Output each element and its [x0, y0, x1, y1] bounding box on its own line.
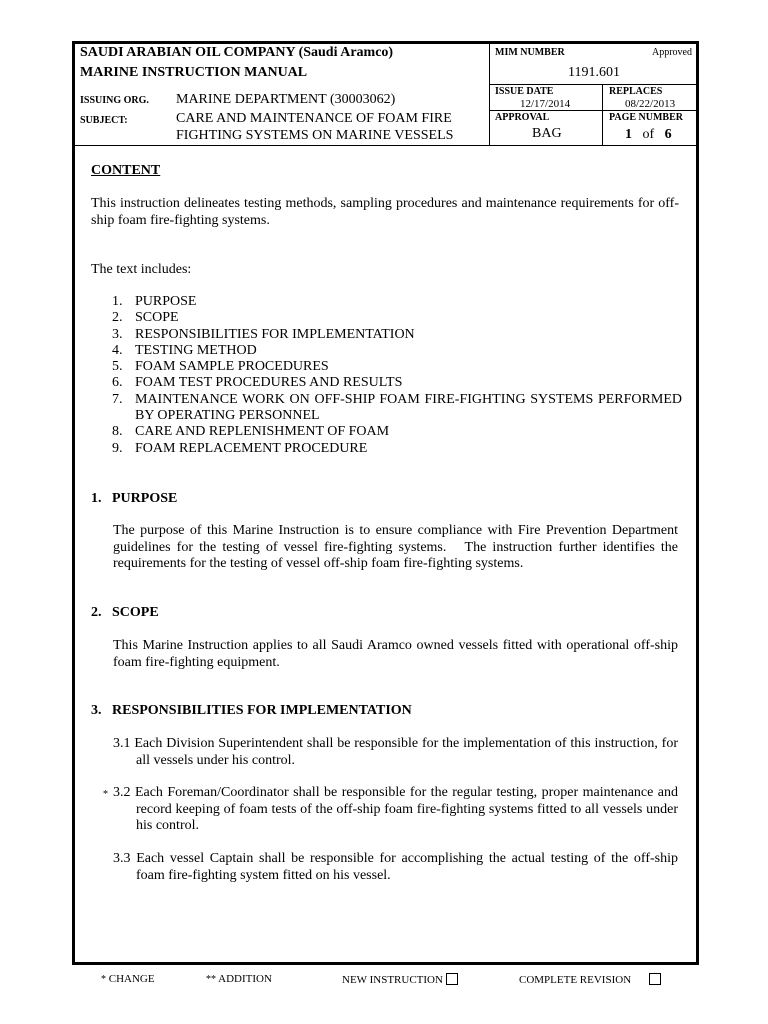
- list-item-text: PURPOSE: [135, 294, 197, 309]
- content-list: [112, 294, 682, 457]
- purpose-body: [113, 523, 682, 573]
- purpose-text: The purpose of this Marine Instruction is to ensure compliance with Fire Prevention Department guidelines for the testing of vessel fire-fighting systems. The instruction further identifies the requirements for the testing of vessel off-ship foam fire-fighting systems.: [113, 523, 682, 571]
- content-heading: CONTENT: [91, 163, 161, 178]
- list-item-number: 9.: [112, 440, 123, 456]
- list-item: [112, 441, 682, 457]
- list-item-text: RESPONSIBILITIES FOR IMPLEMENTATION: [135, 326, 415, 342]
- manual-title: MARINE INSTRUCTION MANUAL: [80, 65, 308, 80]
- responsibility-3-2: [113, 785, 678, 835]
- approval-label: APPROVAL: [495, 112, 550, 123]
- header-column-divider: [489, 43, 490, 145]
- responsibility-number: 3.3: [113, 851, 131, 866]
- header-row-divider: [489, 110, 697, 111]
- new-instruction-checkbox[interactable]: [446, 973, 458, 985]
- issuing-org-value: MARINE DEPARTMENT (30003062): [176, 92, 396, 107]
- list-item-text: FOAM REPLACEMENT PROCEDURE: [135, 440, 368, 456]
- list-item-text: MAINTENANCE WORK ON OFF-SHIP FOAM FIRE-FIGHTING SYSTEMS PERFORMED BY OPERATING PERSONNEL: [135, 391, 682, 424]
- list-item-text: TESTING METHOD: [135, 342, 257, 358]
- purpose-heading: 1. PURPOSE: [91, 491, 178, 506]
- page-of: of: [642, 127, 655, 142]
- company-name: SAUDI ARABIAN OIL COMPANY (Saudi Aramco): [80, 45, 394, 60]
- legend-new-instruction: [342, 973, 458, 986]
- list-item: [112, 375, 682, 391]
- list-item-number: 1.: [112, 294, 123, 309]
- list-item-text: CARE AND REPLENISHMENT OF FOAM: [135, 424, 390, 440]
- content-intro: [91, 196, 679, 229]
- list-item-number: 6.: [112, 375, 123, 391]
- list-item: [112, 327, 682, 343]
- approval-value: BAG: [532, 126, 562, 141]
- list-item: [112, 424, 682, 440]
- legend-addition-label: ADDITION: [218, 973, 272, 985]
- mim-number-label: MIM NUMBER: [495, 47, 565, 58]
- page-number: [625, 127, 672, 143]
- addition-star-icon: **: [206, 974, 216, 985]
- scope-text: This Marine Instruction applies to all Saudi Aramco owned vessels fitted with operational off-ship foam fire-fighting equipment.: [113, 638, 678, 670]
- subject-line-1: CARE AND MAINTENANCE OF FOAM FIRE: [176, 111, 452, 126]
- replaces-label: REPLACES: [609, 86, 663, 97]
- responsibility-number: 3.2: [113, 785, 131, 800]
- mim-number-value: 1191.601: [568, 65, 620, 80]
- list-item: [112, 294, 682, 310]
- approved-label: Approved: [652, 47, 692, 58]
- responsibility-3-3: [113, 851, 678, 884]
- page-current: 1: [625, 127, 632, 142]
- legend-addition: [206, 973, 272, 985]
- list-item-number: 5.: [112, 359, 123, 375]
- issue-date-label: ISSUE DATE: [495, 86, 554, 97]
- replaces-value: 08/22/2013: [625, 98, 676, 110]
- complete-revision-checkbox[interactable]: [649, 973, 661, 985]
- list-item-text: FOAM SAMPLE PROCEDURES: [135, 359, 329, 375]
- scope-body: [113, 638, 678, 671]
- legend-complete-revision: [519, 973, 661, 986]
- page-total: 6: [664, 127, 672, 142]
- responsibilities-heading: 3. RESPONSIBILITIES FOR IMPLEMENTATION: [91, 703, 412, 718]
- responsibility-3-1: [113, 736, 678, 769]
- responsibility-text: Each vessel Captain shall be responsible for accomplishing the actual testing of the off-ship foam fire-fighting system fitted on his vessel.: [136, 851, 679, 883]
- legend-new-instruction-label: NEW INSTRUCTION: [342, 974, 443, 986]
- legend-change: [101, 973, 155, 985]
- issue-date-value: 12/17/2014: [520, 98, 571, 110]
- content-intro-text: This instruction delineates testing methods, sampling procedures and maintenance requirements for off-ship foam fire-fighting systems.: [91, 196, 679, 228]
- legend-change-label: CHANGE: [108, 973, 155, 985]
- list-item-number: 2.: [112, 310, 123, 326]
- list-item: [112, 359, 682, 375]
- list-item: [112, 392, 682, 425]
- list-item-number: 8.: [112, 424, 123, 440]
- includes-label: The text includes:: [91, 262, 192, 277]
- header-row-divider: [489, 84, 697, 85]
- list-item: [112, 343, 682, 359]
- subject-label: SUBJECT:: [80, 115, 128, 126]
- change-marker-icon: *: [103, 789, 108, 800]
- scope-heading: 2. SCOPE: [91, 605, 159, 620]
- list-item-text: SCOPE: [135, 310, 179, 326]
- subject-line-2: FIGHTING SYSTEMS ON MARINE VESSELS: [176, 128, 454, 143]
- page-number-label: PAGE NUMBER: [609, 112, 683, 123]
- list-item-number: 7.: [112, 391, 123, 407]
- responsibility-number: 3.1: [113, 736, 131, 751]
- legend-complete-revision-label: COMPLETE REVISION: [519, 974, 632, 986]
- responsibility-text: Each Foreman/Coordinator shall be responsible for the regular testing, proper maintenance and record keeping of foam tests of the off-ship foam fire-fighting systems fitted to all vessels under his control.: [134, 785, 678, 833]
- header-cell-divider: [602, 84, 603, 145]
- list-item-number: 3.: [112, 326, 123, 342]
- list-item-text: FOAM TEST PROCEDURES AND RESULTS: [135, 375, 403, 391]
- issuing-org-label: ISSUING ORG.: [80, 95, 149, 106]
- change-star-icon: *: [101, 974, 106, 985]
- responsibility-text: Each Division Superintendent shall be responsible for the implementation of this instruction, for all vessels under his control.: [134, 736, 679, 768]
- header-divider: [74, 145, 697, 146]
- list-item-number: 4.: [112, 342, 123, 358]
- list-item: [112, 310, 682, 326]
